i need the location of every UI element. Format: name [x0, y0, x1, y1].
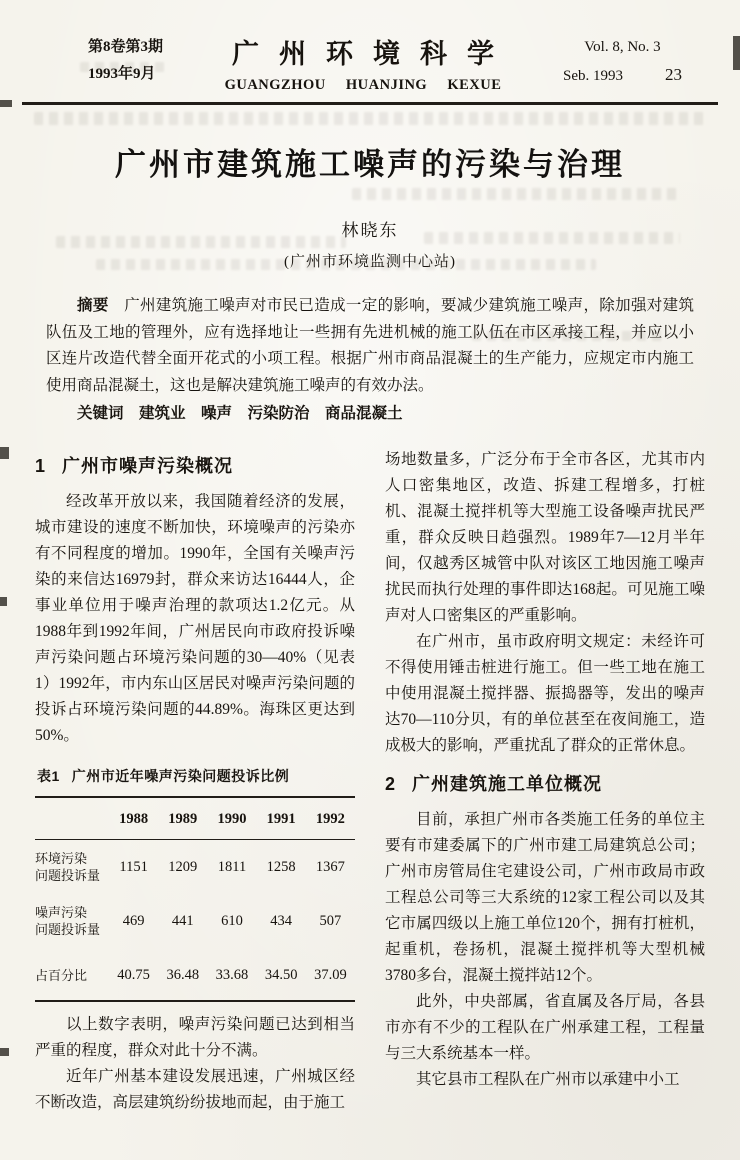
table-row — [35, 894, 355, 948]
table-cell: 507 — [319, 913, 342, 929]
paragraph: 在广州市，虽市政府明文规定：未经许可不得使用锤击桩进行施工。但一些工地在施工中使用混凝土搅拌器、振捣器等，发出的噪声达70—110分贝，有的单位甚至在夜间施工，造成极大的影响，严重扰乱了群众的正常休息。 — [385, 633, 705, 754]
author-name: 林晓东 — [341, 221, 399, 240]
paragraph: 以上数字表明，噪声污染问题已达到相当严重的程度，群众对此十分不满。 — [35, 1016, 355, 1059]
table-row — [35, 840, 355, 895]
year-header: 1989 — [158, 797, 207, 840]
table-cell: 441 — [171, 913, 194, 929]
row-label — [35, 894, 109, 948]
row-label — [35, 840, 109, 895]
header-center — [212, 32, 514, 94]
volume-issue-cn: 第8卷第3期 — [88, 39, 164, 55]
header-left — [88, 34, 163, 88]
table-row — [35, 948, 355, 1001]
section1-number: 1 — [35, 456, 47, 476]
body-columns — [0, 447, 740, 1116]
paragraph: 经改革开放以来，我国随着经济的发展，城市建设的速度不断加快，环境噪声的污染亦有不同程度的增加。1990年，全国有关噪声污染的来信达16979封，群众来访达16444人，企事业单位用于噪声治理的款项达1.2亿元。从1988年到1992年间，广州居民向市政府投诉噪声污染问题占环境污染问题的30—40%（见表1）1992年，市内东山区居民对噪声污染问题的投诉占环境污染问题的44.89%。海珠区更达到50%。 — [35, 493, 355, 744]
section1-heading — [35, 453, 355, 479]
paragraph: 其它县市工程队在广州市以承建中小工 — [416, 1071, 680, 1088]
header-right-row2 — [563, 61, 682, 90]
page-number: 23 — [664, 65, 682, 84]
section2-heading — [385, 771, 705, 797]
table-cell: 1367 — [315, 859, 345, 875]
keywords-label: 关键词 — [77, 405, 124, 422]
table-cell: 434 — [270, 913, 293, 929]
section1-title: 广州市噪声污染概况 — [62, 456, 234, 476]
table-1 — [35, 763, 355, 1002]
author-affiliation: (广州市环境监测中心站) — [284, 254, 456, 270]
table-1-grid — [35, 796, 355, 1002]
table-cell: 610 — [221, 913, 243, 929]
section2-title: 广州建筑施工单位概况 — [412, 774, 603, 794]
row-label-line: 环境污染 — [35, 851, 88, 866]
table-corner-cell — [35, 797, 109, 840]
bleedthrough-artifact — [34, 112, 706, 125]
header-right — [563, 34, 682, 90]
row-label-line: 问题投诉量 — [35, 922, 101, 937]
table-cell: 36.48 — [166, 967, 200, 983]
year-header: 1992 — [306, 797, 355, 840]
header-rule — [22, 102, 718, 105]
bleedthrough-artifact — [352, 188, 680, 200]
keywords-text: 建筑业 噪声 污染防治 商品混凝土 — [139, 405, 403, 422]
table-1-caption-title: 广州市近年噪声污染问题投诉比例 — [71, 768, 290, 784]
paragraph-continuation: 场地数量多，广泛分布于全市各区，尤其市内人口密集地区，改造、拆建工程增多，打桩机、混凝土搅拌机等大型施工设备噪声扰民严重，群众反映日趋强烈。1989年7—12月半年间，仅越秀区城管中队对该区工地因施工噪声扰民而执行处理的事件即达168起。可见施工噪声对人口密集区的严重影响。 — [385, 451, 705, 624]
abstract-label: 摘要 — [77, 297, 109, 314]
abstract-text: 广州建筑施工噪声对市民已造成一定的影响，要减少建筑施工噪声，除加强对建筑队伍及工地的管理外，应有选择地让一些拥有先进机械的施工队伍在市区承接工程，并应以小区连片改造代替全面开花式的小项工程。根据广州市商品混凝土的生产能力，应规定市内施工使用商品混凝土，这也是解决建筑施工噪声的有效办法。 — [46, 297, 694, 394]
row-label — [35, 948, 109, 1001]
left-column — [35, 447, 355, 1116]
table-1-caption — [37, 763, 355, 789]
table-cell: 1151 — [119, 859, 148, 875]
row-label-line: 噪声污染 — [35, 905, 88, 920]
journal-title-cn: 广州环境科学 — [232, 39, 514, 69]
date-cn: 1993年9月 — [88, 66, 156, 82]
keywords-line — [46, 401, 694, 427]
row-label-line: 占百分比 — [35, 967, 88, 983]
table-cell: 1258 — [266, 859, 296, 875]
year-header: 1991 — [257, 797, 306, 840]
table-cell: 469 — [122, 913, 145, 929]
table-header-row — [35, 797, 355, 840]
table-cell: 1209 — [168, 859, 198, 875]
table-cell: 33.68 — [215, 967, 249, 983]
table-cell: 1811 — [217, 859, 247, 875]
right-column — [385, 447, 705, 1116]
journal-header — [0, 0, 740, 94]
abstract — [46, 293, 694, 399]
paragraph: 目前，承担广州市各类施工任务的单位主要有市建委属下的广州市建工局建筑总公司；广州市房管局住宅建设公司，广州市政局市政工程总公司等三大系统的12家工程公司以及其它市属四级以上施工单位120个，拥有打桩机，起重机，卷扬机，混凝土搅拌机等大型机械3780多台，混凝土搅拌站12个。 — [385, 811, 705, 984]
article-title: 广州市建筑施工噪声的污染与治理 — [115, 147, 625, 182]
volume-issue-en: Vol. 8, No. 3 — [584, 39, 661, 55]
section2-number: 2 — [385, 774, 397, 794]
row-label-line: 问题投诉量 — [35, 868, 101, 883]
paragraph: 此外，中央部属，省直属及各厅局，各县市亦有不少的工程队在广州承建工程，工程量与三大系统基本一样。 — [385, 993, 705, 1062]
date-en: Seb. 1993 — [562, 68, 623, 84]
table-cell: 37.09 — [314, 967, 347, 983]
table-cell: 40.75 — [117, 967, 150, 983]
year-header: 1990 — [207, 797, 256, 840]
scan-edge-mark — [0, 100, 12, 107]
journal-title-pinyin: GUANGZHOU HUANJING KEXUE — [224, 77, 502, 93]
year-header: 1988 — [109, 797, 158, 840]
table-cell: 34.50 — [264, 967, 298, 983]
paragraph: 近年广州基本建设发展迅速，广州城区经不断改造，高层建筑纷纷拔地而起，由于施工 — [35, 1068, 355, 1111]
table-1-caption-label: 表1 — [37, 768, 60, 784]
